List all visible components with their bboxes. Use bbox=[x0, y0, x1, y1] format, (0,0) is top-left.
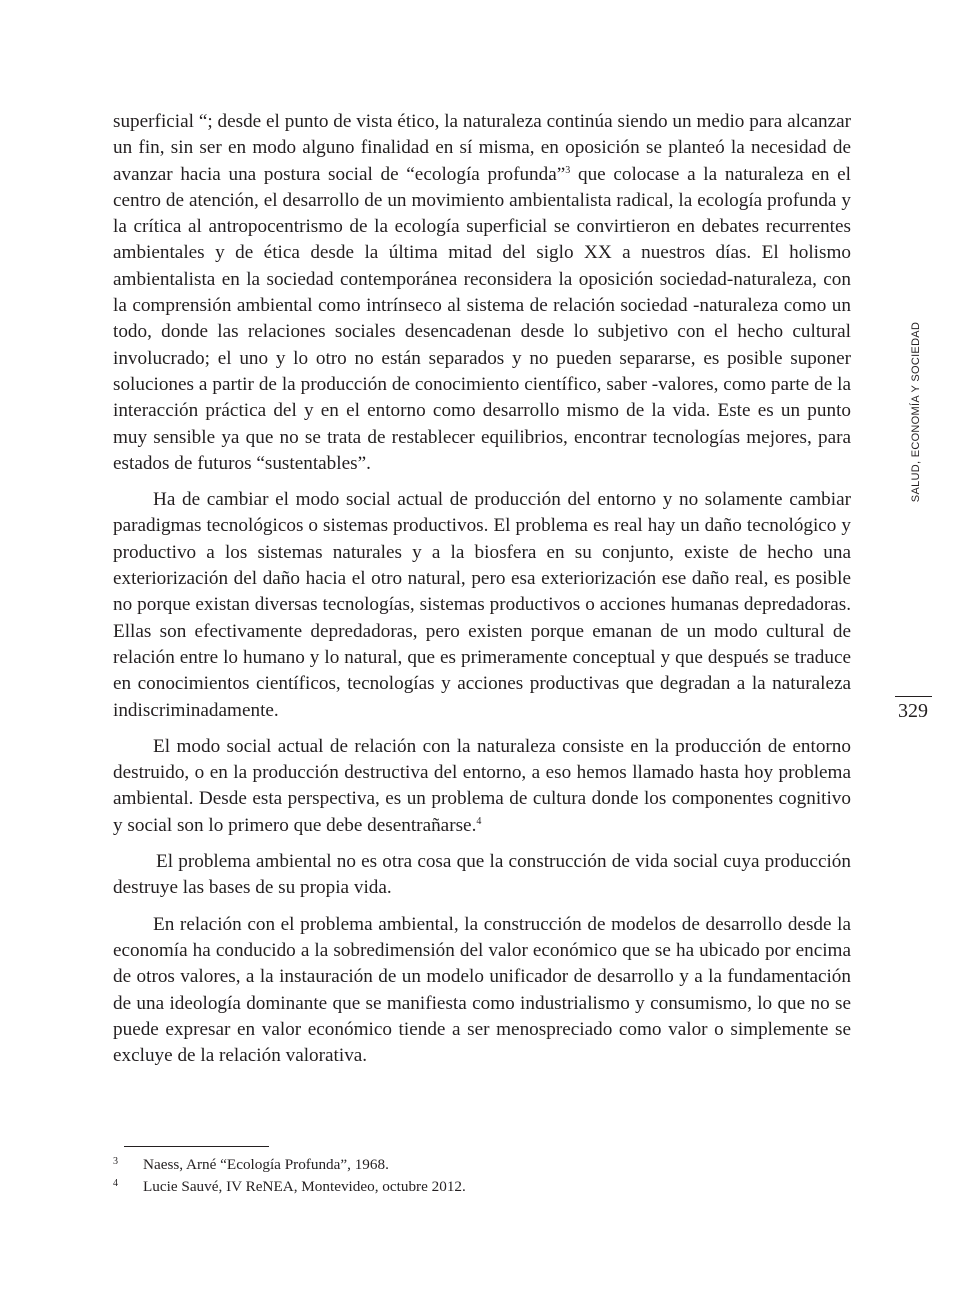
footnote-ref-3: 3 bbox=[565, 164, 571, 176]
footnote-number: 4 bbox=[113, 1178, 118, 1189]
paragraph-1-text: superficial “; desde el punto de vista ético, la naturaleza continúa siendo un medio para alcanzar un fin, sin ser en modo alguno finalidad en sí misma, en oposición se planteó la necesidad de avanzar hacia una postura social de “ecología profunda” bbox=[113, 111, 851, 185]
paragraph-4: El problema ambiental no es otra cosa que la construcción de vida social cuya producción destruye las bases de su propia vida. bbox=[113, 851, 851, 899]
footnotes bbox=[113, 1154, 851, 1198]
paragraph-1-text-continued: que colocase a la naturaleza en el centro de atención, el desarrollo de un movimiento ambientalista radical, la ecología profunda y la crítica al antropocentrismo de la ecología superficial se convirtieron en debates recurrentes ambientales y de ética desde la última mitad del siglo XX a nuestros días. El holismo ambientalista en la sociedad contemporánea reconsidera la oposición sociedad-naturaleza, con la comprensión ambiental como intrínseco al sistema de relación sociedad -naturaleza como un todo, donde las relaciones sociales desencadenan desde lo subjetivo con el hecho cultural involucrado; el uno y lo otro no están separados y no pueden separarse, es posible suponer soluciones a partir de la producción de conocimiento científico, saber -valores, como parte de la interacción práctica del y en el entorno como desarrollo mismo de la vida. Este es un punto muy sensible ya que no se trata de restablecer equilibrios, encontrar tecnologías mejores, para estados de futuros “sustentables”. bbox=[113, 163, 851, 474]
body-text bbox=[113, 109, 851, 1079]
paragraph-2: Ha de cambiar el modo social actual de producción del entorno y no solamente cambiar paradigmas tecnológicos o sistemas productivos. El problema es real hay un daño tecnológico y productivo a los sistemas naturales y a la biosfera en su conjunto, existe de hecho una exteriorización del daño hacia el otro natural, pero esa exteriorización ese daño real, es posible no porque existan diversas tecnologías, sistemas productivos o acciones humanas depredadoras. Ellas son efectivamente depredadoras, pero existen porque emanan de un modo cultural de relación entre lo humano y lo natural, que es primeramente conceptual y que después se traduce en conocimientos científicos, tecnologías y acciones productivas que degradan a la naturaleza indiscriminadamente. bbox=[113, 489, 851, 721]
footnote-4 bbox=[113, 1176, 851, 1198]
footnote-number: 3 bbox=[113, 1156, 118, 1167]
footnote-separator bbox=[124, 1146, 269, 1147]
page-number: 329 bbox=[898, 700, 928, 722]
paragraph-1 bbox=[113, 109, 851, 477]
footnote-3 bbox=[113, 1154, 851, 1176]
footnote-text: Lucie Sauvé, IV ReNEA, Montevideo, octubre 2012. bbox=[143, 1178, 466, 1195]
paragraph-3 bbox=[113, 734, 851, 839]
running-head: SALUD, ECONOMÍA Y SOCIEDAD bbox=[910, 321, 922, 503]
footnote-ref-4: 4 bbox=[476, 815, 482, 827]
paragraph-3-text: El modo social actual de relación con la naturaleza consiste en la producción de entorno destruido, o en la producción destructiva del entorno, a eso hemos llamado hasta hoy problema ambiental. Desde esta perspectiva, es un problema de cultura donde los componentes cognitivo y social son lo primero que debe desentrañarse. bbox=[113, 735, 851, 836]
footnote-text: Naess, Arné “Ecología Profunda”, 1968. bbox=[143, 1156, 389, 1173]
paragraph-5: En relación con el problema ambiental, la construcción de modelos de desarrollo desde la economía ha conducido a la sobredimensión del valor económico que se ha ubicado por encima de otros valores, a la instauración de un modelo unificador de desarrollo y a la fundamentación de una ideología dominante que se manifiesta como industrialismo y consumismo, lo que no se puede expresar en valor económico tiende a ser menospreciado como valor o simplemente se excluye de la relación valorativa. bbox=[113, 913, 851, 1067]
page-number-rule bbox=[895, 696, 932, 697]
